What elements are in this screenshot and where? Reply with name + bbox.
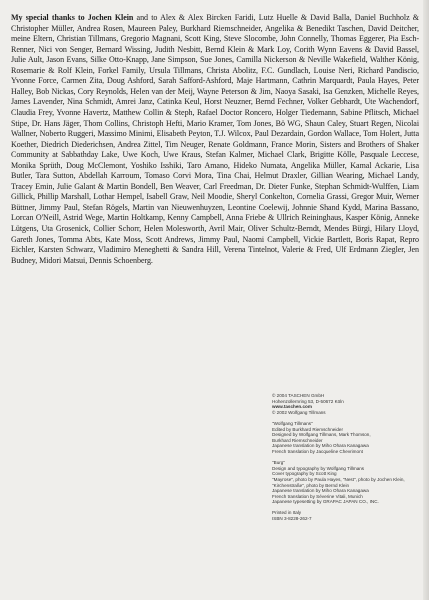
colophon-line: © 2004 TASCHEN GmbH [272,393,325,398]
colophon-line: "Kirchenstraße", photo by Bernd Klein [272,482,350,488]
colophon [272,393,422,527]
colophon-line: Japanese translation by Miho Ohara Kanagawa [272,443,369,449]
colophon-line: Japanese typesetting by GRAPAC JAPAN CO., INC. [272,499,379,505]
colophon-line: "Burg" [272,460,285,466]
colophon-line: Design and typography by Wolfgang Tillmans [272,465,365,471]
colophon-isbn: ISBN 3-8228-262-7 [272,516,312,522]
colophon-line: Cover typography by Scott King [272,471,337,477]
acknowledgements-paragraph [11,13,419,266]
colophon-line: Printed in Italy [272,510,302,516]
colophon-wolfgang-tillmans [272,421,422,455]
colophon-publisher [272,393,422,415]
colophon-line: Burkhard Riemschneider [272,437,323,443]
colophon-burg [272,460,422,505]
colophon-website: www.taschen.com [272,404,312,410]
colophon-line: French translation by Jacqueline Chevrimont [272,448,363,454]
colophon-line: "Mayrose", photo by Paula Hayes, "Nest", photo by Jochen Klein, [272,476,405,482]
page-gutter-shadow [423,0,429,600]
colophon-line: Hohenzollernring 53, D-50672 Köln [272,398,344,404]
colophon-line: Japanese translation by Miho Ohara Kanagawa [272,488,369,494]
acknowledgements-body: and to Alex & Alex Bircken Faridi, Lutz Huelle & David Balla, Daniel Buchholz & Christopher Müller, Andrea Rosen, Maureen Paley, Burkhard Riemschneider, Angelika & Benedikt Taschen, David Deitcher, meine Eltern, Christian Tillmans, Gregorio Magnani, Scott King, Steve Slocombe, John Connelly, Thomas Eggerer, Pia Esch-Renner, Nici von Senger, Bernard Wissing, Judith Nesbitt, Bernd Klein & Mark Loy, Corith Wynn Eavens & David Bassel, Julie Ault, Jason Evans, Silke Otto-Knapp, Jane Simpson, Sue Jones, Camilla Nickerson & Neville Wakefield, Walther König, Rosemarie & Rolf Klein, Forkel Family, Ursula Tillmans, Christa Abolitz, F.C. Gundlach, Louise Neri, Richard Pandiscio, Yvonne Force, Carmen Zita, Doug Ashford, Sarah Safford-Ashford, Maje Hartmann, Cathrin Marquardt, Paula Hayes, Peter Halley, Bob Nickas, Cory Reynolds, Helen van der Meij, Wayne Peterson & Jim, Naoya Sasaki, Isa Genzken, Michelle Reyes, James Lavender, Nina Schmidt, Amrei Janz, Catinka Keul, Horst Neuzner, Bernd Fechner, Volker Gebhardt, Ute Wachendorf, Claudia Frey, Yvonne Havertz, Matthew Collin & Steph, Rafael Doctor Roncero, Holger Tiedemann, Sabine Pflitsch, Michael Stipe, Dr. Hans Jäger, Thom Collins, Christoph Hefti, Mario Kramer, Tom Jones, Bö WG, Shaun Caley, Stuart Regen, Nicolai Wallner, Noberto Ruggeri, Massimo Minimi, Elisabeth Peyton, T.J. Wilcox, Paul Dezardain, Gordon Wallace, Tom Holert, Jutta Koether, Diedrich Diederichsen, Andrea Zittel, Tim Neuger, Renate Goldmann, France Morin, Sisters and Brothers of Shaker Community at Sabbathday Lake, Uwe Koch, Uwe Kraus, Stefan Kalmer, Michael Clark, Brigitte Kölle, Pasquale Leccese, Monika Sprüth, Doug McClemont, Yoshiko Isshiki, Taro Amano, Hideko Numata, Angelika Müller, Kamal Ackarie, Lisa Butler, Tara Sutton, Abdellah Karroum, Tomaso Corvi Mora, Tina Chai, Helmut Draxler, Gillian Wearing, Michael Landy, Tracey Emin, Julie Galant & Martin Bondell, Ben Weaver, Carl Freedman, Dr. Dieter Funke, Stephan Schmidt-Wulffen, Liam Gillick, Phillip Marshall, Lothar Hempel, Isabell Graw, Neil Moodie, Sheryl Conkelton, Cornelia Grassi, Gregor Muir, Werner Büttner, Jimmy Paul, Stefan Rögels, Martin van Nieuwenhuyzen, Leontine Coelewij, Johnnie Shand Kydd, Marina Bassano, Lorcan O'Neill, Astrid Wege, Martin Holtkamp, Kenny Campbell, Anna Friebe & Ullrich Reininghaus, Kasper König, Anneke Lütgens, Uta Grosenick, Collier Schorr, Helen Molesworth, Avril Mair, Oliver Schultz-Berndt, Mendes Bürgi, Hilary Lloyd, Gareth Jones, Tomma Abts, Kate Moss, Scott Andrews, Jimmy Paul, Naomi Campbell, Vickie Bartlett, Boris Rapat, Repro Eichler, Karsten Schwarz, Vladimiro Meneghetti & Sandra Hill, Verena Tintelnot, Valerie & Fred, Ulf Erdmann Ziegler, Jen Budney, Midori Matsui, Dennis Schoenberg. [11,13,420,265]
colophon-line: Designed by Wolfgang Tillmans, Mark Thomson, [272,432,371,438]
acknowledgements-lead: My special thanks to Jochen Klein [11,13,134,23]
colophon-line: Edited by Burkhard Riemschneider [272,426,343,432]
colophon-line: © 2002 Wolfgang Tillmans [272,409,326,415]
colophon-line: "Wolfgang Tillmans" [272,420,313,426]
colophon-printing [272,510,422,521]
colophon-line: French translation by Séverine Vitali, Munich [272,493,363,499]
